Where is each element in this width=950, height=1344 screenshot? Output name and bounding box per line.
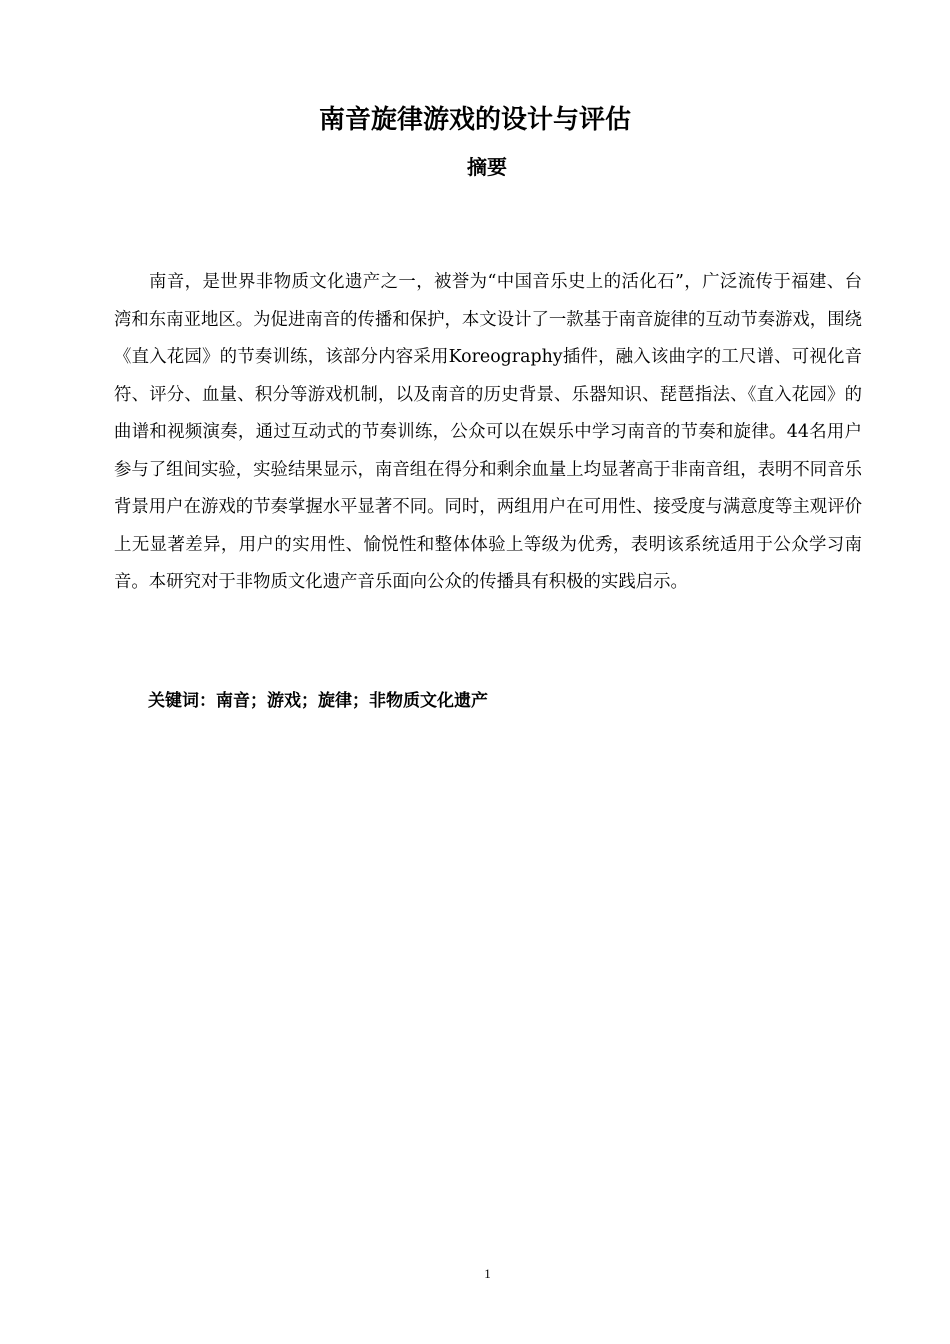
abstract-body: 南音，是世界非物质文化遗产之一，被誉为“中国音乐史上的活化石”，广泛流传于福建、台湾和东南亚地区。为促进南音的传播和保护，本文设计了一款基于南音旋律的互动节奏游戏，围绕《直入花园》的节奏训练，该部分内容采用Koreography插件，融入该曲字的工尺谱、可视化音符、评分、血量、积分等游戏机制，以及南音的历史背景、乐器知识、琵琶指法、《直入花园》的曲谱和视频演奏，通过互动式的节奏训练，公众可以在娱乐中学习南音的节奏和旋律。44名用户参与了组间实验，实验结果显示，南音组在得分和剩余血量上均显著高于非南音组，表明不同音乐背景用户在游戏的节奏掌握水平显著不同。同时，两组用户在可用性、接受度与满意度等主观评价上无显著差异，用户的实用性、愉悦性和整体体验上等级为优秀，表明该系统适用于公众学习南音。本研究对于非物质文化遗产音乐面向公众的传播具有积极的实践启示。 <box>114 272 862 592</box>
document-title: 南音旋律游戏的设计与评估 <box>318 105 631 135</box>
abstract-heading: 摘要 <box>467 155 507 179</box>
page-number: 1 <box>484 1266 491 1281</box>
keywords-line: 关键词：南音；游戏；旋律；非物质文化遗产 <box>148 691 488 711</box>
